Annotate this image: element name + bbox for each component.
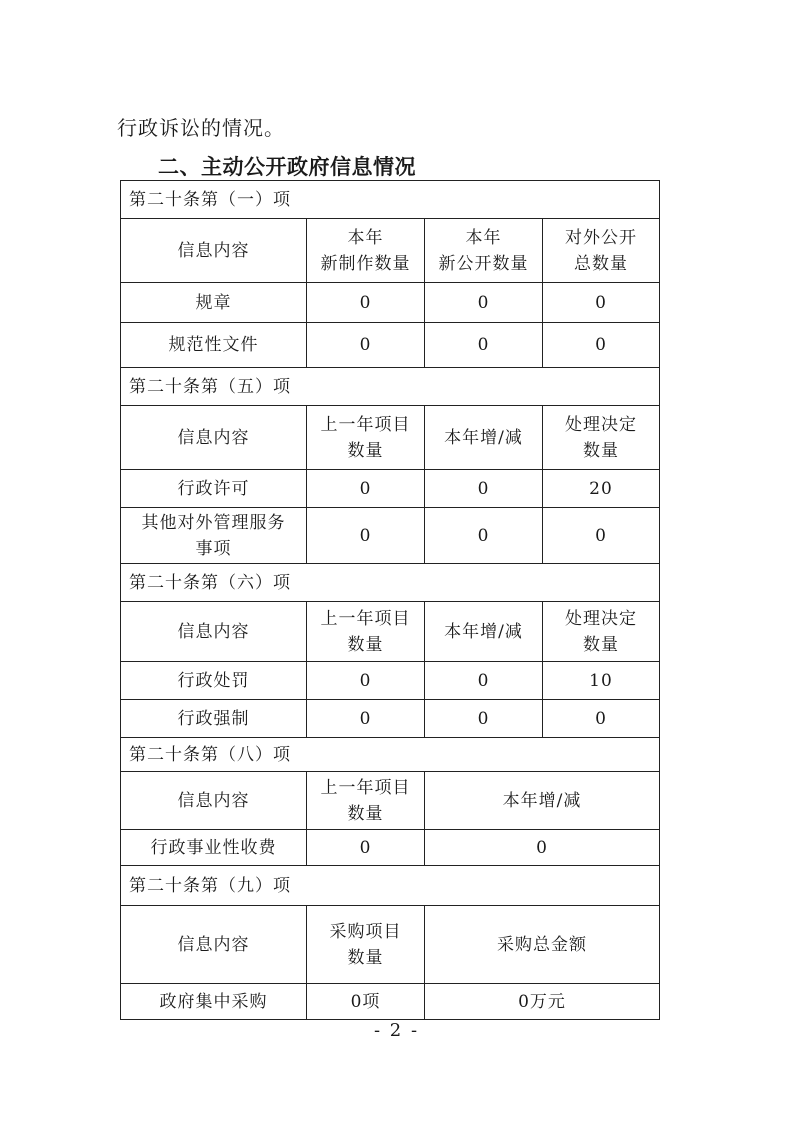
cell-value: 0 <box>425 662 543 700</box>
row-label: 行政许可 <box>121 470 307 508</box>
table-row <box>121 830 660 866</box>
cell-value: 0 <box>307 508 425 564</box>
row-label: 行政事业性收费 <box>121 830 307 866</box>
section-title: 第二十条第（八）项 <box>121 738 660 772</box>
header-cell: 信息内容 <box>121 906 307 984</box>
cell-value: 0 <box>425 508 543 564</box>
table-row <box>121 700 660 738</box>
section-heading: 二、主动公开政府信息情况 <box>158 155 416 179</box>
header-cell: 信息内容 <box>121 772 307 830</box>
cell-value: 0 <box>543 508 660 564</box>
cell-value: 0 <box>307 283 425 323</box>
header-cell: 处理决定 数量 <box>543 602 660 662</box>
table-row <box>121 508 660 564</box>
page-number: - 2 - <box>373 1020 420 1041</box>
table-row <box>121 662 660 700</box>
table-row <box>121 283 660 323</box>
section-title: 第二十条第（九）项 <box>121 866 660 906</box>
section-title: 第二十条第（一）项 <box>121 181 660 219</box>
header-cell: 采购总金额 <box>425 906 660 984</box>
header-cell: 上一年项目 数量 <box>307 602 425 662</box>
header-cell: 本年增/减 <box>425 772 660 830</box>
cell-value: 0 <box>425 323 543 368</box>
cell-value: 0 <box>307 662 425 700</box>
cell-value: 0 <box>425 283 543 323</box>
header-cell: 本年增/减 <box>425 406 543 470</box>
cell-value: 0 <box>425 830 660 866</box>
header-cell: 本年 新制作数量 <box>307 219 425 283</box>
info-disclosure-table <box>120 180 660 1020</box>
row-label: 其他对外管理服务 事项 <box>121 508 307 564</box>
row-label: 行政处罚 <box>121 662 307 700</box>
cell-value: 0万元 <box>425 984 660 1020</box>
header-cell: 对外公开 总数量 <box>543 219 660 283</box>
cell-value: 0 <box>425 700 543 738</box>
header-cell: 采购项目 数量 <box>307 906 425 984</box>
cell-value: 0项 <box>307 984 425 1020</box>
header-cell: 信息内容 <box>121 602 307 662</box>
header-cell: 处理决定 数量 <box>543 406 660 470</box>
table-row <box>121 984 660 1020</box>
header-cell: 本年 新公开数量 <box>425 219 543 283</box>
row-label: 规章 <box>121 283 307 323</box>
table-row <box>121 323 660 368</box>
header-cell: 信息内容 <box>121 219 307 283</box>
intro-text: 行政诉讼的情况。 <box>117 116 285 140</box>
cell-value: 0 <box>543 283 660 323</box>
section-title: 第二十条第（五）项 <box>121 368 660 406</box>
row-label: 规范性文件 <box>121 323 307 368</box>
row-label: 政府集中采购 <box>121 984 307 1020</box>
cell-value: 0 <box>307 830 425 866</box>
header-cell: 本年增/减 <box>425 602 543 662</box>
row-label: 行政强制 <box>121 700 307 738</box>
cell-value: 0 <box>307 700 425 738</box>
section-title: 第二十条第（六）项 <box>121 564 660 602</box>
header-cell: 上一年项目 数量 <box>307 772 425 830</box>
cell-value: 0 <box>425 470 543 508</box>
cell-value: 0 <box>307 470 425 508</box>
header-cell: 上一年项目 数量 <box>307 406 425 470</box>
cell-value: 20 <box>543 470 660 508</box>
header-cell: 信息内容 <box>121 406 307 470</box>
cell-value: 0 <box>543 700 660 738</box>
table-row <box>121 470 660 508</box>
cell-value: 10 <box>543 662 660 700</box>
cell-value: 0 <box>307 323 425 368</box>
cell-value: 0 <box>543 323 660 368</box>
